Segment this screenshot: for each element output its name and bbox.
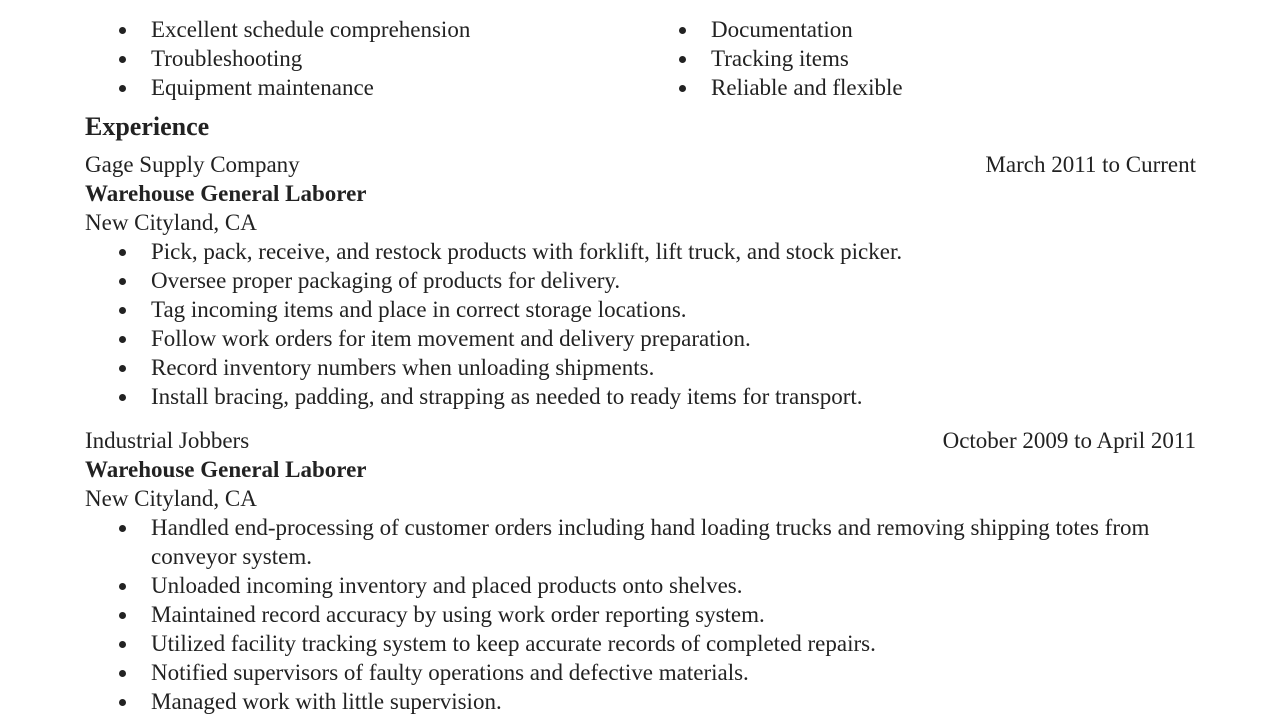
job-location: New Cityland, CA [85, 486, 257, 511]
list-item: Maintained record accuracy by using work order reporting system. [116, 600, 1176, 629]
list-item: Handled end-processing of customer orders including hand loading trucks and removing shipping totes from conveyor system. [116, 513, 1176, 571]
job-entry [85, 426, 1196, 716]
list-item: Utilized facility tracking system to keep accurate records of completed repairs. [116, 629, 1176, 658]
skill-item: Excellent schedule comprehension [116, 15, 470, 44]
skill-item: Troubleshooting [116, 44, 470, 73]
job-bullets [116, 237, 1176, 411]
job-dates: March 2011 to Current [985, 152, 1196, 177]
job-entry [85, 150, 1196, 411]
list-item: Notified supervisors of faulty operations and defective materials. [116, 658, 1176, 687]
list-item: Managed work with little supervision. [116, 687, 1176, 716]
company-name: Industrial Jobbers [85, 428, 250, 453]
job-title: Warehouse General Laborer [85, 181, 367, 206]
skills-list-right [676, 5, 903, 102]
list-item: Install bracing, padding, and strapping as needed to ready items for transport. [116, 382, 1176, 411]
job-header [85, 150, 1196, 179]
skill-item: Equipment maintenance [116, 73, 470, 102]
job-title: Warehouse General Laborer [85, 457, 367, 482]
job-bullets [116, 513, 1176, 716]
skill-item [676, 5, 903, 15]
company-name: Gage Supply Company [85, 152, 300, 177]
job-header [85, 426, 1196, 455]
list-item: Unloaded incoming inventory and placed products onto shelves. [116, 571, 1176, 600]
list-item: Pick, pack, receive, and restock products with forklift, lift truck, and stock picker. [116, 237, 1176, 266]
list-item: Oversee proper packaging of products for delivery. [116, 266, 1176, 295]
list-item: Record inventory numbers when unloading shipments. [116, 353, 1176, 382]
skill-item: Tracking items [676, 44, 903, 73]
skill-item: Documentation [676, 15, 903, 44]
skill-item [116, 5, 470, 15]
skill-item: Reliable and flexible [676, 73, 903, 102]
job-dates: October 2009 to April 2011 [942, 428, 1196, 453]
experience-heading: Experience [85, 112, 210, 141]
list-item: Follow work orders for item movement and delivery preparation. [116, 324, 1176, 353]
skills-list-left [116, 5, 470, 102]
skills-section [0, 5, 1280, 105]
job-location: New Cityland, CA [85, 210, 257, 235]
list-item: Tag incoming items and place in correct storage locations. [116, 295, 1176, 324]
